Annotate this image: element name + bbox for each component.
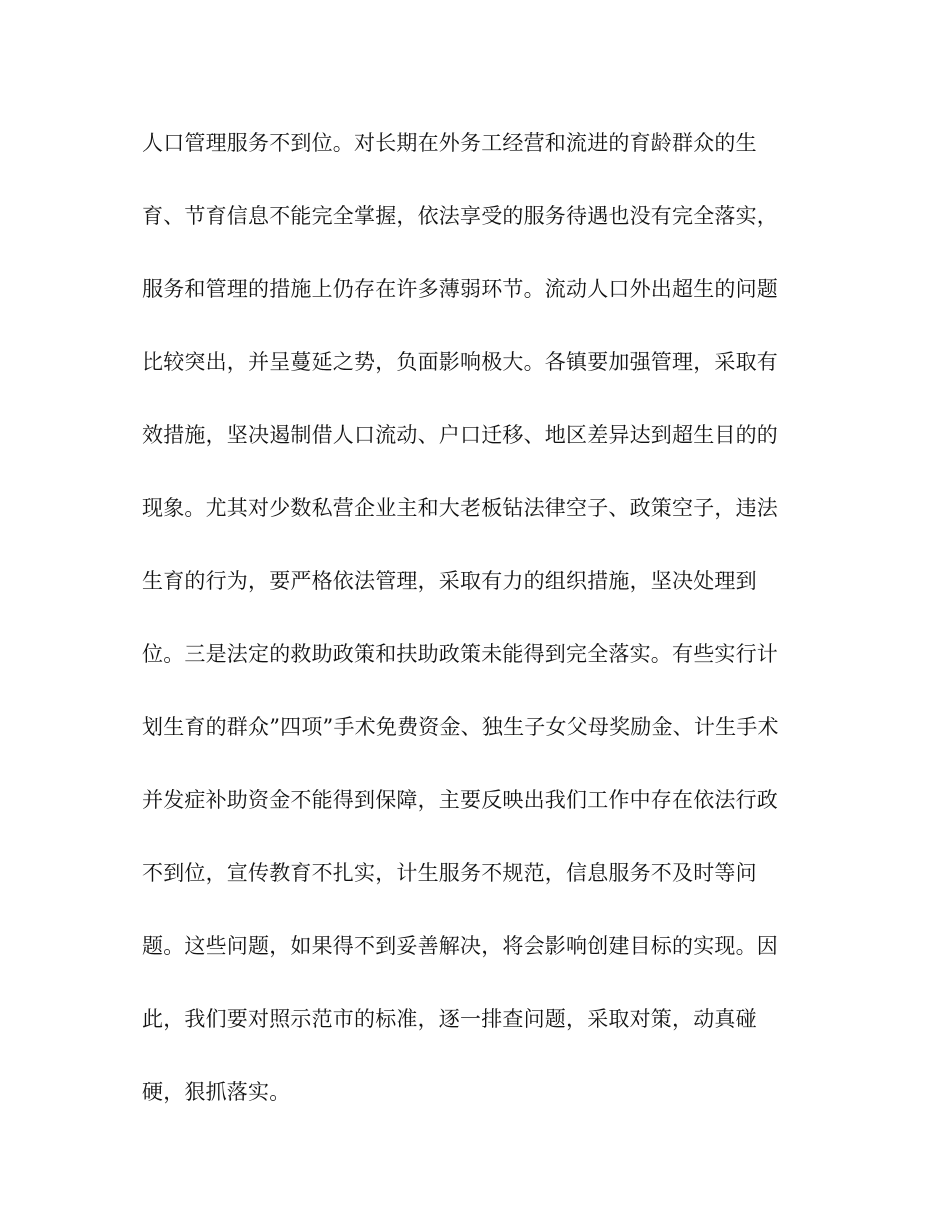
paragraph-line: 并发症补助资金不能得到保障，主要反映出我们工作中存在依法行政 (142, 788, 778, 812)
paragraph-line: 现象。尤其对少数私营企业主和大老板钻法律空子、政策空子，违法 (142, 496, 778, 520)
paragraph-line: 生育的行为，要严格依法管理，采取有力的组织措施，坚决处理到 (142, 569, 757, 593)
paragraph-line: 此，我们要对照示范市的标准，逐一排查问题，采取对策，动真碰 (142, 1007, 757, 1031)
paragraph-line: 比较突出，并呈蔓延之势，负面影响极大。各镇要加强管理，采取有 (142, 350, 778, 374)
body-paragraph (142, 122, 802, 1144)
paragraph-line: 效措施，坚决遏制借人口流动、户口迁移、地区差异达到超生目的的 (142, 423, 778, 447)
paragraph-line: 不到位，宣传教育不扎实，计生服务不规范，信息服务不及时等问 (142, 861, 757, 885)
paragraph-line: 育、节育信息不能完全掌握，依法享受的服务待遇也没有完全落实， (142, 204, 778, 228)
paragraph-line: 位。三是法定的救助政策和扶助政策未能得到完全落实。有些实行计 (142, 642, 778, 666)
paragraph-line: 题。这些问题，如果得不到妥善解决，将会影响创建目标的实现。因 (142, 934, 778, 958)
paragraph-line: 服务和管理的措施上仍存在许多薄弱环节。流动人口外出超生的问题 (142, 277, 778, 301)
paragraph-line: 硬，狠抓落实。 (142, 1080, 291, 1104)
paragraph-line: 划生育的群众”四项”手术免费资金、独生子女父母奖励金、计生手术 (142, 715, 779, 739)
paragraph-line: 人口管理服务不到位。对长期在外务工经营和流进的育龄群众的生 (142, 131, 757, 155)
